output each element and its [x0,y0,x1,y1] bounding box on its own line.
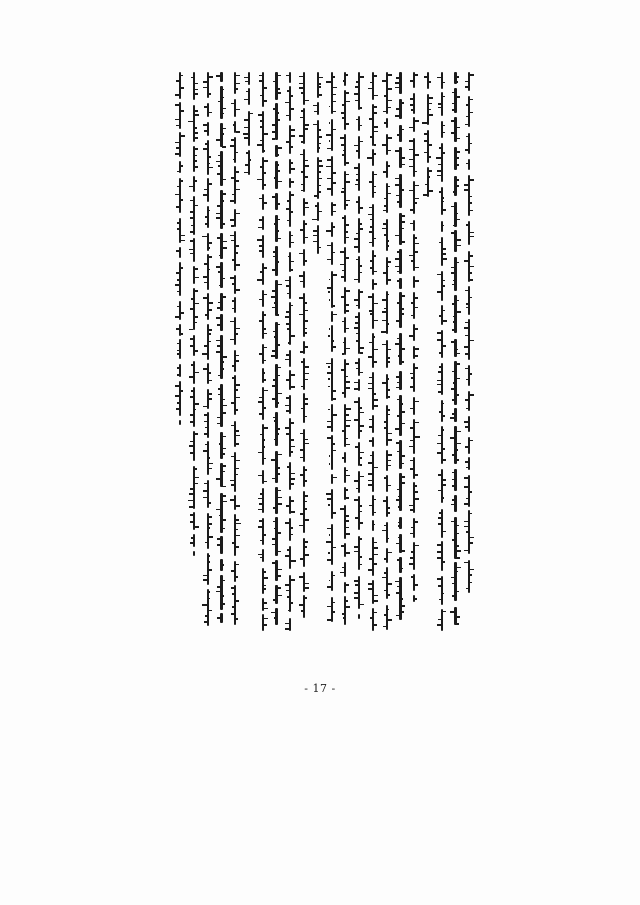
text-column [341,72,350,642]
text-column [410,72,419,642]
text-column [465,72,474,642]
text-column [231,72,240,642]
mongolian-text-block [176,72,479,642]
text-column [314,72,323,642]
text-column [438,72,447,642]
page-number: - 17 - [304,682,336,695]
text-column [245,72,254,642]
text-column [369,72,378,642]
text-column [259,72,268,642]
text-column [204,72,213,642]
text-column [272,72,281,642]
text-column [217,72,226,642]
text-column [300,72,309,642]
text-column [383,72,392,642]
text-column [328,72,337,642]
text-column [451,72,460,642]
text-column [355,72,364,642]
text-column [396,72,405,642]
text-column [176,72,185,642]
text-column [424,72,433,642]
text-column [190,72,199,642]
text-column [286,72,295,642]
